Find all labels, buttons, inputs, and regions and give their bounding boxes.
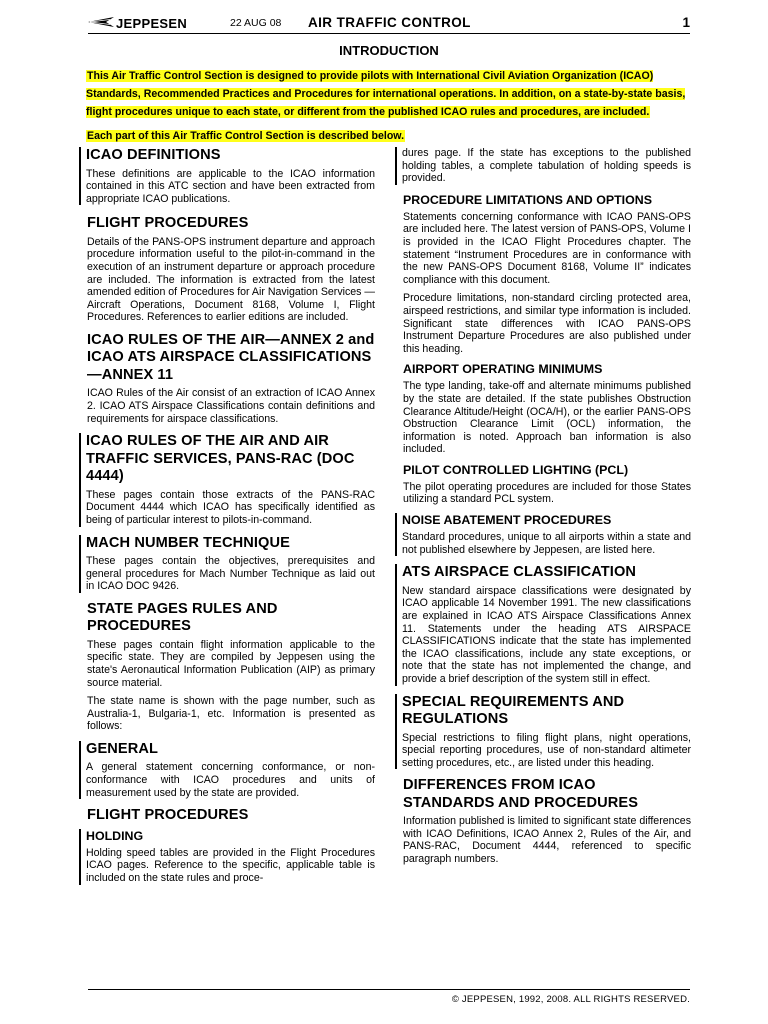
section-text: Holding speed tables are provided in the Flight Procedures ICAO pages. Reference to the specific, applicable table is included on the state rules and proce-	[86, 846, 375, 884]
section-text: New standard airspace classifications were designated by ICAO applicable 14 November 1991. The new classifications are explained in ICAO ATS Airspace Classifications Annex 11. Statements under the heading ATS AIRSPACE CLASSIFICATIONS indicate that the state has implemented the ICAO classifications, include any state exceptions, or note that the state has not implemented the change, and provide a brief description of the system still in effect.	[402, 584, 691, 685]
subsection-heading: NOISE ABATEMENT PROCEDURES	[402, 513, 612, 528]
section-text: A general statement concerning conformance, or non-conformance with ICAO procedures and units of measurement used by the state are provided.	[86, 761, 375, 799]
section-text: These pages contain the objectives, prerequisites and general procedures for Mach Number Technique as laid out in ICAO DOC 9426.	[86, 555, 375, 593]
section-text: Details of the PANS-OPS instrument departure and approach procedure information useful to the pilot-in-command in the execution of an instrument departure or approach procedure are included. The information is extracted from the latest amended edition of Procedures for Air Navigation Services — Aircraft Operations, Document 8168, Volume I, Flight Procedures. References to earlier editions are included.	[87, 235, 375, 324]
section-special-requirements	[395, 694, 691, 770]
section-differences	[402, 777, 691, 865]
section-text: These pages contain those extracts of the PANS-RAC Document 4444 which ICAO has specifically identified as being of particular interest to pilots-in-command.	[86, 488, 375, 526]
intro-paragraph-2: Each part of this Air Traffic Control Section is described below.	[87, 130, 405, 142]
jeppesen-wing-icon	[88, 16, 114, 28]
section-text: Statements concerning conformance with ICAO PANS-OPS are included here. The latest version of PANS-OPS, Volume I is provided in the ICAO Flight Procedures chapter. The statement “Instrument Procedures are in conformance with the new PANS-OPS Document 8168, Volume II” indicates compliance with this document.	[403, 210, 691, 286]
section-heading: GENERAL	[86, 740, 159, 757]
subsection-heading: AIRPORT OPERATING MINIMUMS	[403, 362, 603, 377]
section-general	[79, 741, 375, 799]
page-number: 1	[682, 15, 690, 30]
header-date: 22 AUG 08	[230, 17, 282, 29]
intro-highlight	[86, 66, 692, 150]
header-section-title: AIR TRAFFIC CONTROL	[308, 15, 471, 30]
section-text: These definitions are applicable to the ICAO information contained in this ATC section and have been extracted from appropriate ICAO publications.	[86, 167, 375, 205]
section-holding	[79, 829, 375, 885]
left-column	[86, 147, 375, 885]
section-text: The type landing, take-off and alternate minimums published by the state are detailed. If the state publishes Obstruction Clearance Altitude/Height (OCA/H), or the earlier PANS-OPS Obstruction Clearance Limit (OCL) information, the information is noted. Approach ban information is also included.	[403, 380, 691, 456]
section-pilot-controlled-lighting	[402, 463, 691, 506]
section-heading: FLIGHT PROCEDURES	[87, 807, 249, 824]
right-column	[402, 147, 691, 866]
section-ats-airspace	[395, 564, 691, 685]
section-text: Procedure limitations, non-standard circling protected area, airspeed restrictions, and similar type information is included. Significant state differences with ICAO PANS-OPS Instrument Departure Procedures are also published under this heading.	[403, 292, 691, 355]
section-rules-of-air-annex	[86, 332, 375, 425]
section-text: The state name is shown with the page number, such as Australia-1, Bulgaria-1, etc. Information is presented as follows:	[87, 695, 375, 733]
footer-rule	[88, 989, 690, 990]
section-text: dures page. If the state has exceptions to the published holding tables, a complete tabulation of holding speeds is provided.	[402, 147, 691, 185]
subsection-heading: PROCEDURE LIMITATIONS AND OPTIONS	[403, 192, 652, 207]
section-noise-abatement	[395, 513, 691, 556]
publisher-name: JEPPESEN	[116, 16, 188, 31]
copyright-notice: © JEPPESEN, 1992, 2008. ALL RIGHTS RESERVED.	[451, 994, 690, 1005]
section-icao-definitions	[79, 147, 375, 205]
section-airport-minimums	[402, 362, 691, 456]
section-heading: FLIGHT PROCEDURES	[87, 215, 249, 232]
section-heading: ICAO RULES OF THE AIR AND AIR TRAFFIC SERVICES, PANS-RAC (DOC 4444)	[86, 433, 355, 485]
section-text: The pilot operating procedures are included for those States utilizing a standard PCL system.	[403, 480, 691, 506]
intro-paragraph-1: This Air Traffic Control Section is designed to provide pilots with International Civil Aviation Organization (ICAO) Standards, Recommended Practices and Procedures for international operations. In addition, on a state-by-state basis, flight procedures unique to each state, or different from the published ICAO rules and procedures, are included.	[86, 70, 686, 118]
section-holding-continued	[395, 147, 691, 185]
section-text: These pages contain flight information applicable to the specific state. They are compiled by Jeppesen using the state's Aeronautical Information Publication (AIP) as primary source material.	[87, 638, 375, 689]
header-rule	[88, 33, 690, 34]
section-heading: ICAO DEFINITIONS	[86, 147, 221, 163]
page-title: INTRODUCTION	[339, 43, 439, 58]
page-header	[88, 14, 690, 34]
section-text: Standard procedures, unique to all airports within a state and not published elsewhere by Jeppesen, are listed here.	[402, 531, 691, 556]
subsection-heading: PILOT CONTROLLED LIGHTING (PCL)	[403, 462, 629, 477]
section-mach-number	[79, 535, 375, 593]
section-flight-procedures	[86, 215, 375, 324]
section-state-pages	[86, 601, 375, 733]
section-text: ICAO Rules of the Air consist of an extraction of ICAO Annex 2. ICAO ATS Airspace Classifications contain definitions and requirements for airspace classifications.	[87, 387, 375, 425]
section-heading: SPECIAL REQUIREMENTS AND REGULATIONS	[402, 693, 625, 727]
jeppesen-logo	[88, 16, 218, 30]
section-heading: ATS AIRSPACE CLASSIFICATION	[402, 564, 637, 581]
section-heading: MACH NUMBER TECHNIQUE	[86, 534, 290, 551]
section-text: Special restrictions to filing flight plans, night operations, special reporting procedures, use of non-standard altimeter setting procedures, etc., are listed under this heading.	[402, 731, 691, 769]
section-flight-procedures-2	[86, 807, 375, 825]
subsection-heading: HOLDING	[86, 828, 144, 843]
section-text: Information published is limited to significant state differences with ICAO Definitions, ICAO Annex 2, Rules of the Air, and PANS-RAC, Document 4444, referenced to specific paragraph numbers.	[403, 815, 691, 866]
section-heading: DIFFERENCES FROM ICAO STANDARDS AND PROCEDURES	[403, 777, 639, 811]
section-procedure-limitations	[402, 193, 691, 356]
section-heading: STATE PAGES RULES AND PROCEDURES	[87, 600, 278, 635]
section-heading: ICAO RULES OF THE AIR—ANNEX 2 and ICAO ATS AIRSPACE CLASSIFICATIONS—ANNEX 11	[87, 331, 375, 383]
section-pans-rac	[79, 433, 375, 526]
